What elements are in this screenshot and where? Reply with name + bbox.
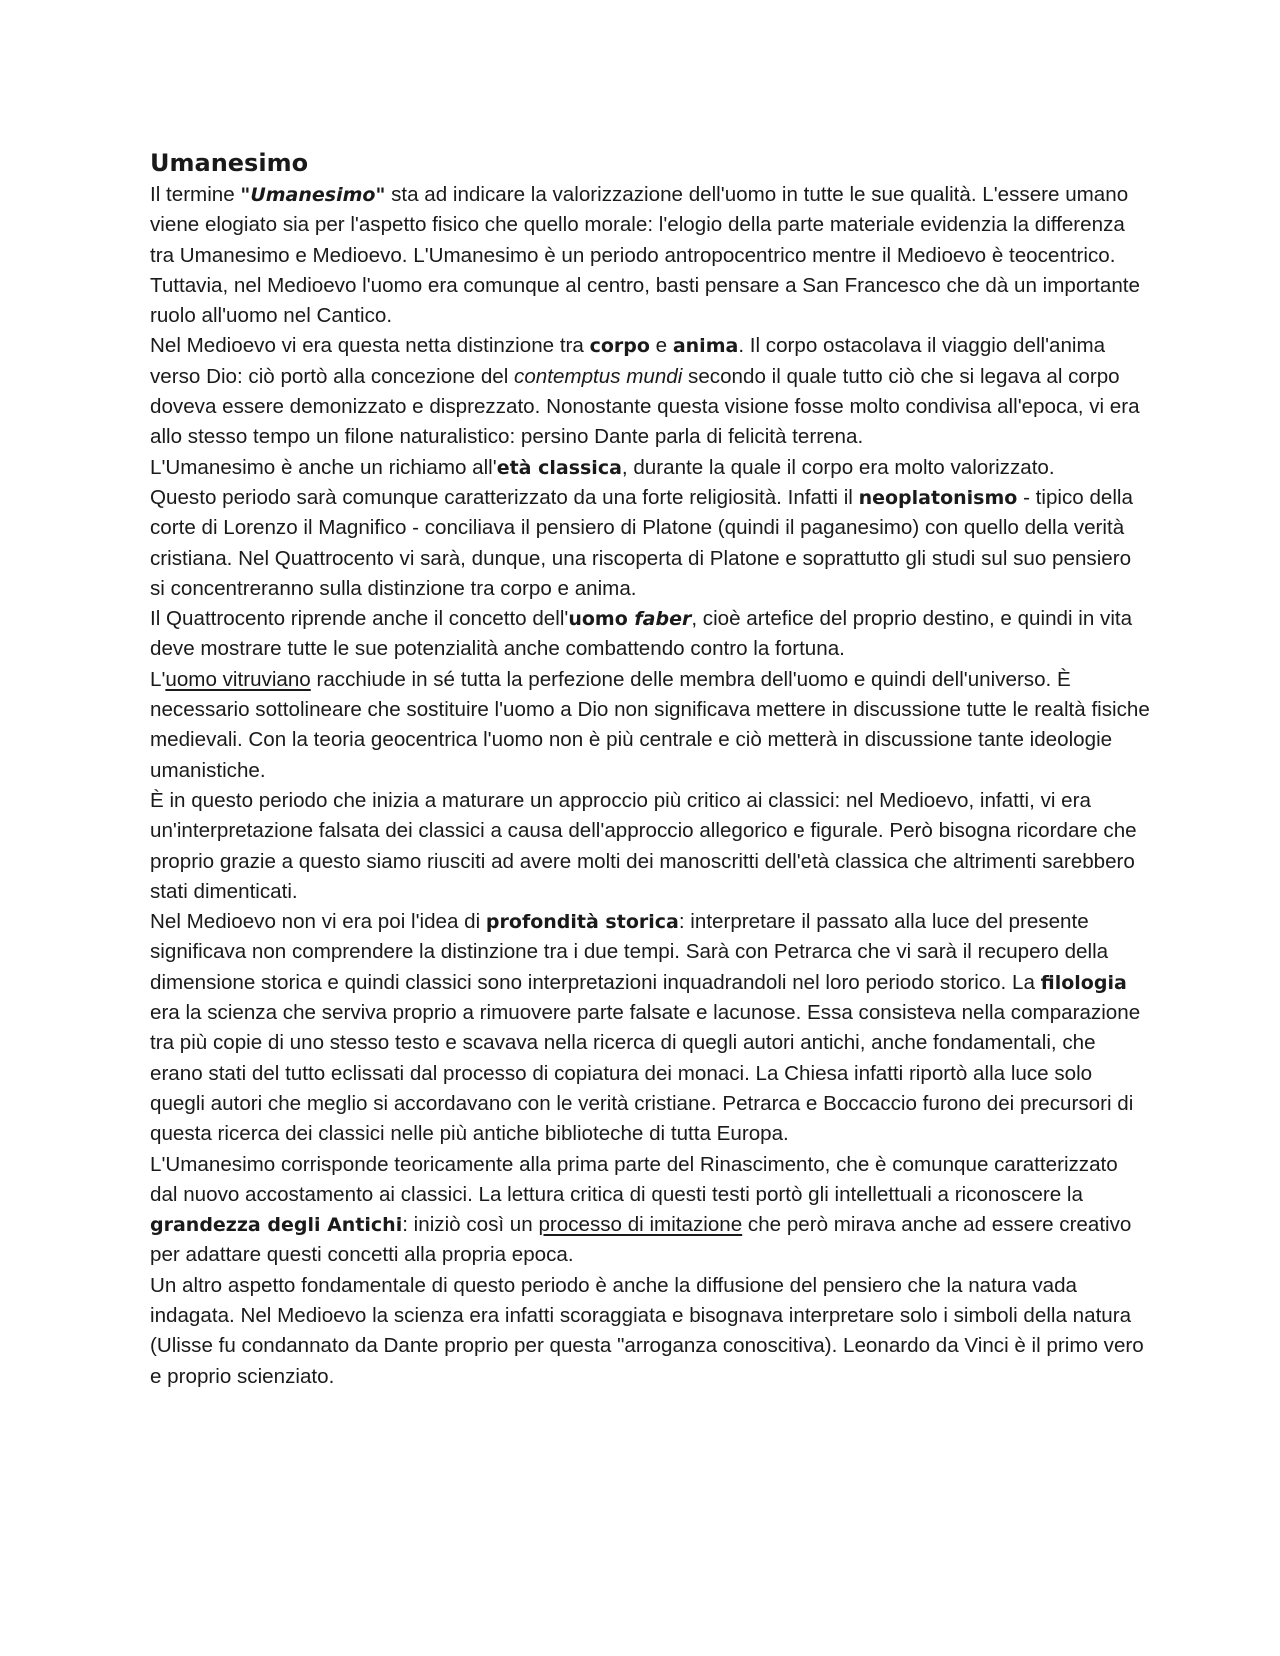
emphasis-text: corpo <box>589 335 650 358</box>
document-title: Umanesimo <box>150 149 309 177</box>
underlined-text: processo di imitazione <box>538 1213 743 1237</box>
emphasis-text: neoplatonismo <box>858 486 1018 509</box>
paragraph <box>150 453 1150 483</box>
emphasis-text: profondità storica <box>485 911 679 934</box>
text-run: sta ad indicare la valorizzazione dell'uomo in tutte le sue qualità. L'essere umano viene elogiato sia per l'aspetto fisico che quello morale: l'elogio della parte materiale evidenzia la differenza tra Umanesimo e Medioevo. L'Umanesimo è un periodo antropocentrico mentre il Medioevo è teocentrico. Tuttavia, nel Medioevo l'uomo era comunque al centro, basti pensare a San Francesco che dà un importante ruolo all'uomo nel Cantico. <box>150 183 1140 328</box>
paragraph <box>150 665 1150 786</box>
paragraph <box>150 483 1150 604</box>
text-run: che però mirava anche ad essere creativo per adattare questi concetti alla propria epoca. <box>150 1213 1132 1267</box>
text-run: . Il corpo ostacolava il viaggio dell'anima verso Dio: ciò portò alla concezione del <box>150 334 1106 388</box>
document-body <box>150 180 1150 1392</box>
paragraph <box>150 180 1150 331</box>
text-run: Un altro aspetto fondamentale di questo periodo è anche la diffusione del pensiero che la natura vada indagata. Nel Medioevo la scienza era infatti scoraggiata e bisognava interpretare solo i simboli della natura (Ulisse fu condannato da Dante proprio per questa "arroganza conoscitiva). Leonardo da Vinci è il primo vero e proprio scienziato. <box>150 1273 1144 1388</box>
emphasis-text: "Umanesimo" <box>240 184 386 206</box>
text-run: : iniziò così un <box>402 1213 539 1237</box>
emphasis-text: faber <box>634 608 692 631</box>
emphasis-text: uomo <box>568 608 635 631</box>
emphasis-text: età classica <box>496 456 622 479</box>
paragraph <box>150 331 1150 452</box>
text-run: L'Umanesimo corrisponde teoricamente alla prima parte del Rinascimento, che è comunque caratterizzato dal nuovo accostamento ai classici. La lettura critica di questi testi portò gli intellettuali a riconoscere la <box>150 1152 1118 1206</box>
text-run: - tipico della corte di Lorenzo il Magnifico - conciliava il pensiero di Platone (quindi il paganesimo) con quello della verità cristiana. Nel Quattrocento vi sarà, dunque, una riscoperta di Platone e soprattutto gli studi sul suo pensiero si concentreranno sulla distinzione tra corpo e anima. <box>150 485 1133 600</box>
text-run: È in questo periodo che inizia a maturare un approccio più critico ai classici: nel Medioevo, infatti, vi era un'interpretazione falsata dei classici a causa dell'approccio allegorico e figurale. Però bisogna ricordare che proprio grazie a questo siamo riusciti ad avere molti dei manoscritti dell'età classica che altrimenti sarebbero stati dimenticati. <box>150 788 1137 903</box>
emphasis-text: anima <box>672 335 739 358</box>
text-run: : interpretare il passato alla luce del presente significava non comprendere la distinzione tra i due tempi. Sarà con Petrarca che vi sarà il recupero della dimensione storica e quindi classici sono interpretazioni inquadrandoli nel loro periodo storico. La <box>150 910 1109 994</box>
text-run: Nel Medioevo non vi era poi l'idea di <box>150 910 486 934</box>
text-run: L' <box>150 667 166 691</box>
paragraph <box>150 907 1150 1149</box>
paragraph <box>150 604 1150 665</box>
emphasis-text: grandezza degli Antichi <box>150 1214 403 1237</box>
text-run: , durante la quale il corpo era molto valorizzato. <box>621 455 1055 479</box>
emphasis-text: filologia <box>1040 971 1127 994</box>
document-page <box>150 146 1150 1392</box>
text-run: Questo periodo sarà comunque caratterizzato da una forte religiosità. Infatti il <box>150 485 859 509</box>
text-run: e <box>649 334 673 358</box>
text-run: Il termine <box>150 183 241 206</box>
text-run: Il Quattrocento riprende anche il concetto dell' <box>150 607 569 631</box>
emphasis-text: contemptus mundi <box>514 364 683 388</box>
text-run: , cioè artefice del proprio destino, e quindi in vita deve mostrare tutte le sue potenzialità anche combattendo contro la fortuna. <box>150 607 1133 661</box>
underlined-text: uomo vitruviano <box>165 667 311 691</box>
paragraph <box>150 786 1150 907</box>
paragraph <box>150 1150 1150 1271</box>
paragraph <box>150 1271 1150 1392</box>
text-run: Nel Medioevo vi era questa netta distinzione tra <box>150 334 590 358</box>
text-run: era la scienza che serviva proprio a rimuovere parte falsate e lacunose. Essa consisteva nella comparazione tra più copie di uno stesso testo e scavava nella ricerca di quegli autori antichi, anche fondamentali, che erano stati del tutto eclissati dal processo di copiatura dei monaci. La Chiesa infatti riportò alla luce solo quegli autori che meglio si accordavano con le verità cristiane. Petrarca e Boccaccio furono dei precursori di questa ricerca dei classici nelle più antiche biblioteche di tutta Europa. <box>150 1001 1141 1146</box>
text-run: L'Umanesimo è anche un richiamo all' <box>150 455 497 479</box>
text-run: racchiude in sé tutta la perfezione delle membra dell'uomo e quindi dell'universo. È necessario sottolineare che sostituire l'uomo a Dio non significava mettere in discussione tutte le realtà fisiche medievali. Con la teoria geocentrica l'uomo non è più centrale e ciò metterà in discussione tante ideologie umanistiche. <box>150 667 1150 782</box>
text-run: secondo il quale tutto ciò che si legava al corpo doveva essere demonizzato e disprezzato. Nonostante questa visione fosse molto condivisa all'epoca, vi era allo stesso tempo un filone naturalistico: persino Dante parla di felicità terrena. <box>150 364 1140 449</box>
